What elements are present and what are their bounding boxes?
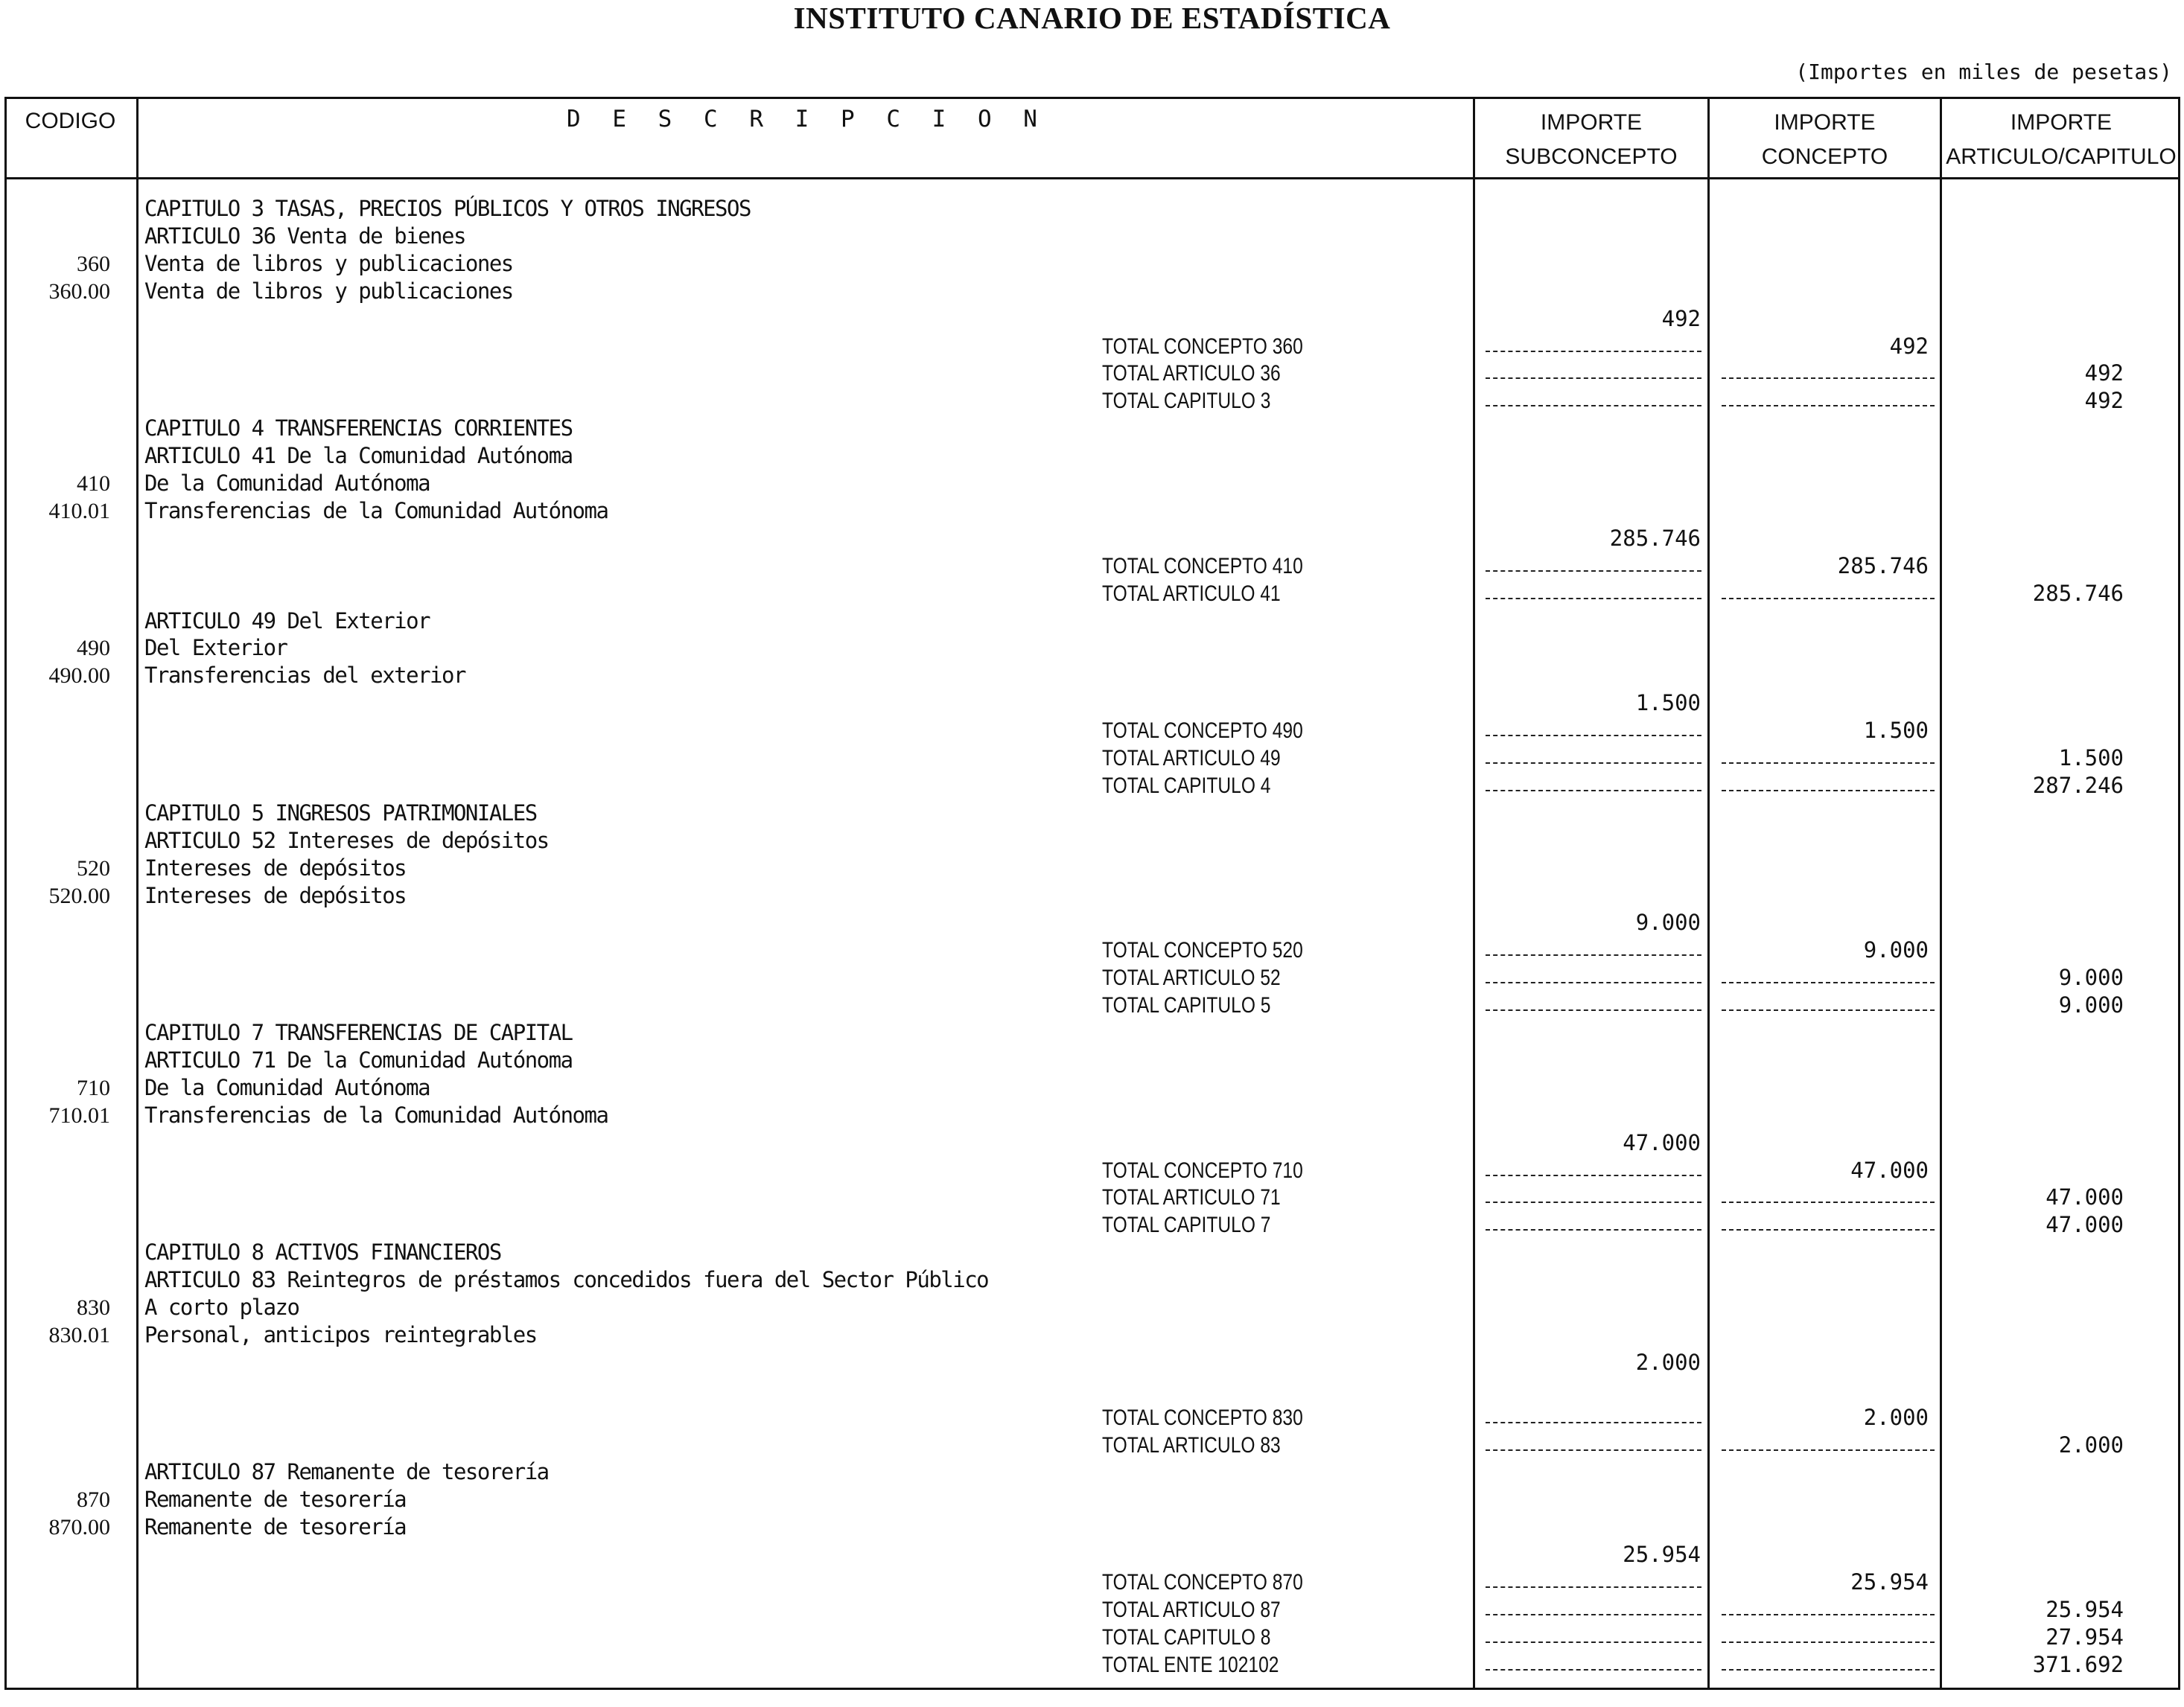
header-subconcepto-line2: SUBCONCEPTO	[1505, 144, 1678, 169]
header-concepto-line2: CONCEPTO	[1761, 144, 1888, 169]
dashed-leader	[1486, 954, 1701, 956]
row-description: CAPITULO 5 INGRESOS PATRIMONIALES	[144, 800, 537, 826]
row-description: ARTICULO 36 Venta de bienes	[144, 223, 465, 249]
total-label: TOTAL ARTICULO 49	[1102, 746, 1281, 770]
dashed-leader	[1722, 598, 1935, 599]
table-row	[0, 607, 2184, 635]
total-label: TOTAL ENTE 102102	[1102, 1653, 1279, 1677]
amount-articulo: 9.000	[2058, 992, 2124, 1018]
row-code: 490	[77, 636, 110, 660]
amount-subconcepto: 492	[1661, 306, 1701, 331]
amount-articulo: 25.954	[2045, 1597, 2124, 1622]
amount-concepto: 9.000	[1863, 937, 1929, 963]
table-row	[0, 717, 2184, 744]
row-description: Transferencias del exterior	[144, 663, 465, 688]
total-label: TOTAL CAPITULO 8	[1102, 1625, 1271, 1650]
table-row	[0, 634, 2184, 662]
row-description: CAPITULO 7 TRANSFERENCIAS DE CAPITAL	[144, 1020, 573, 1045]
dashed-leader	[1486, 377, 1701, 379]
dashed-leader	[1722, 790, 1935, 791]
table-row	[0, 772, 2184, 800]
amount-articulo: 371.692	[2032, 1652, 2124, 1677]
total-label: TOTAL CAPITULO 4	[1102, 773, 1271, 798]
header-articulo	[1942, 106, 2180, 174]
total-label: TOTAL ARTICULO 87	[1102, 1598, 1281, 1622]
amount-subconcepto: 47.000	[1623, 1130, 1701, 1155]
row-description: Venta de libros y publicaciones	[144, 278, 513, 304]
total-label: TOTAL CONCEPTO 490	[1102, 718, 1303, 743]
table-row	[0, 1624, 2184, 1651]
total-label: TOTAL CAPITULO 5	[1102, 993, 1271, 1018]
row-description: ARTICULO 71 De la Comunidad Autónoma	[144, 1047, 573, 1073]
header-concepto-line1: IMPORTE	[1774, 110, 1876, 135]
dashed-leader	[1486, 1641, 1701, 1643]
row-code: 520.00	[48, 884, 110, 908]
table-row	[0, 1157, 2184, 1184]
table-row	[0, 580, 2184, 607]
table-row	[0, 937, 2184, 964]
row-description: Remanente de tesorería	[144, 1487, 407, 1512]
header-subconcepto-line1: IMPORTE	[1540, 110, 1643, 135]
table-row	[0, 1074, 2184, 1102]
amount-subconcepto: 1.500	[1635, 690, 1701, 715]
table-row	[0, 1129, 2184, 1157]
table-row	[0, 1239, 2184, 1266]
row-code: 410	[77, 471, 110, 496]
amount-concepto: 25.954	[1850, 1569, 1929, 1595]
total-label: TOTAL CONCEPTO 710	[1102, 1158, 1303, 1183]
dashed-leader	[1722, 1449, 1935, 1451]
table-row	[0, 1596, 2184, 1624]
header-divider	[4, 177, 2180, 179]
row-description: A corto plazo	[144, 1295, 299, 1320]
row-description: CAPITULO 8 ACTIVOS FINANCIEROS	[144, 1239, 501, 1265]
table-row	[0, 1513, 2184, 1541]
row-description: Remanente de tesorería	[144, 1514, 407, 1540]
total-label: TOTAL CAPITULO 3	[1102, 389, 1271, 413]
table-row	[0, 1404, 2184, 1432]
dashed-leader	[1486, 1614, 1701, 1615]
dashed-leader	[1486, 570, 1701, 572]
table-row	[0, 1349, 2184, 1376]
dashed-leader	[1486, 1229, 1701, 1231]
row-description: ARTICULO 49 Del Exterior	[144, 608, 430, 634]
row-description: ARTICULO 83 Reintegros de préstamos concedidos fuera del Sector Público	[144, 1267, 989, 1292]
table-row	[0, 882, 2184, 910]
dashed-leader	[1486, 1422, 1701, 1423]
page-title: INSTITUTO CANARIO DE ESTADÍSTICA	[793, 1, 1391, 35]
row-description: CAPITULO 4 TRANSFERENCIAS CORRIENTES	[144, 415, 573, 441]
table-row	[0, 278, 2184, 305]
row-description: Intereses de depósitos	[144, 855, 407, 881]
amount-articulo: 492	[2084, 360, 2124, 386]
total-label: TOTAL CAPITULO 7	[1102, 1213, 1271, 1237]
amount-articulo: 492	[2084, 388, 2124, 413]
table-row	[0, 1211, 2184, 1239]
amount-subconcepto: 25.954	[1623, 1542, 1701, 1567]
table-row	[0, 1102, 2184, 1129]
table-row	[0, 1541, 2184, 1569]
row-code: 830	[77, 1295, 110, 1320]
table-row	[0, 305, 2184, 333]
dashed-leader	[1486, 735, 1701, 736]
table-row	[0, 992, 2184, 1019]
table-row	[0, 1458, 2184, 1486]
row-code: 870	[77, 1487, 110, 1512]
dashed-leader	[1486, 405, 1701, 406]
row-description: De la Comunidad Autónoma	[144, 1075, 430, 1100]
total-label: TOTAL ARTICULO 41	[1102, 581, 1281, 606]
dashed-leader	[1722, 1009, 1935, 1011]
row-description: ARTICULO 41 De la Comunidad Autónoma	[144, 443, 573, 468]
row-description: ARTICULO 87 Remanente de tesorería	[144, 1459, 549, 1484]
table-row	[0, 1294, 2184, 1321]
dashed-leader	[1722, 1202, 1935, 1203]
table-row	[0, 525, 2184, 552]
table-row	[0, 360, 2184, 387]
table-row	[0, 1376, 2184, 1404]
dashed-leader	[1486, 1175, 1701, 1176]
header-subconcepto	[1475, 106, 1707, 174]
row-code: 830.01	[48, 1323, 110, 1347]
table-row	[0, 1432, 2184, 1459]
total-label: TOTAL ARTICULO 83	[1102, 1433, 1281, 1458]
dashed-leader	[1486, 1009, 1701, 1011]
table-row	[0, 333, 2184, 360]
amount-articulo: 9.000	[2058, 965, 2124, 990]
header-concepto	[1710, 106, 1940, 174]
dashed-leader	[1722, 377, 1935, 379]
dashed-leader	[1486, 982, 1701, 983]
total-label: TOTAL ARTICULO 52	[1102, 966, 1281, 990]
amount-concepto: 2.000	[1863, 1405, 1929, 1430]
dashed-leader	[1722, 1229, 1935, 1231]
table-row	[0, 1184, 2184, 1211]
header-codigo: CODIGO	[25, 109, 116, 133]
table-row	[0, 223, 2184, 250]
header-articulo-line1: IMPORTE	[2010, 110, 2113, 135]
table-row	[0, 662, 2184, 689]
amount-articulo: 47.000	[2045, 1212, 2124, 1237]
row-code: 520	[77, 856, 110, 881]
row-code: 710.01	[48, 1103, 110, 1128]
dashed-leader	[1486, 762, 1701, 764]
amount-articulo: 47.000	[2045, 1184, 2124, 1210]
dashed-leader	[1722, 405, 1935, 406]
row-code: 710	[77, 1076, 110, 1100]
table-row	[0, 415, 2184, 442]
table-row	[0, 470, 2184, 497]
table-row	[0, 827, 2184, 855]
table-row	[0, 1651, 2184, 1679]
amount-subconcepto: 9.000	[1635, 910, 1701, 935]
row-code: 870.00	[48, 1515, 110, 1540]
row-code: 360	[77, 252, 110, 276]
table-row	[0, 855, 2184, 882]
amount-concepto: 47.000	[1850, 1158, 1929, 1183]
total-label: TOTAL CONCEPTO 870	[1102, 1570, 1303, 1595]
table-row	[0, 250, 2184, 278]
table-row	[0, 909, 2184, 937]
dashed-leader	[1486, 1449, 1701, 1451]
dashed-leader	[1486, 1202, 1701, 1203]
dashed-leader	[1722, 1669, 1935, 1671]
dashed-leader	[1722, 1614, 1935, 1615]
row-description: Personal, anticipos reintegrables	[144, 1322, 537, 1347]
total-label: TOTAL CONCEPTO 830	[1102, 1406, 1303, 1430]
table-row	[0, 387, 2184, 415]
table-row	[0, 800, 2184, 827]
table-row	[0, 552, 2184, 580]
table-row	[0, 1486, 2184, 1513]
dashed-leader	[1722, 762, 1935, 764]
row-description: Transferencias de la Comunidad Autónoma	[144, 1103, 608, 1128]
header-descripcion: D E S C R I P C I O N	[567, 106, 1046, 133]
units-note: (Importes en miles de pesetas)	[1795, 60, 2172, 84]
amount-subconcepto: 285.746	[1609, 526, 1701, 551]
dashed-leader	[1486, 351, 1701, 352]
amount-articulo: 27.954	[2045, 1624, 2124, 1650]
row-code: 410.01	[48, 499, 110, 523]
amount-articulo: 1.500	[2058, 745, 2124, 770]
table-row	[0, 744, 2184, 772]
row-description: De la Comunidad Autónoma	[144, 470, 430, 496]
amount-articulo: 285.746	[2032, 581, 2124, 606]
amount-articulo: 287.246	[2032, 773, 2124, 798]
row-description: ARTICULO 52 Intereses de depósitos	[144, 828, 549, 853]
table-row	[0, 1019, 2184, 1047]
table-row	[0, 1569, 2184, 1596]
dashed-leader	[1486, 790, 1701, 791]
total-label: TOTAL CONCEPTO 360	[1102, 334, 1303, 359]
table-row	[0, 1321, 2184, 1349]
total-label: TOTAL ARTICULO 71	[1102, 1185, 1281, 1210]
row-description: Venta de libros y publicaciones	[144, 251, 513, 276]
table-row	[0, 195, 2184, 223]
table-row	[0, 689, 2184, 717]
dashed-leader	[1486, 598, 1701, 599]
dashed-leader	[1722, 1641, 1935, 1643]
row-description: Transferencias de la Comunidad Autónoma	[144, 498, 608, 523]
amount-concepto: 492	[1889, 334, 1929, 359]
table-row	[0, 497, 2184, 525]
total-label: TOTAL ARTICULO 36	[1102, 361, 1281, 386]
amount-articulo: 2.000	[2058, 1432, 2124, 1458]
amount-subconcepto: 2.000	[1635, 1350, 1701, 1375]
row-code: 490.00	[48, 663, 110, 688]
row-description: Intereses de depósitos	[144, 883, 407, 908]
header-articulo-line2: ARTICULO/CAPITULO	[1946, 144, 2177, 169]
total-label: TOTAL CONCEPTO 520	[1102, 938, 1303, 963]
row-description: Del Exterior	[144, 635, 287, 660]
table-row	[0, 1266, 2184, 1294]
row-code: 360.00	[48, 279, 110, 304]
amount-concepto: 1.500	[1863, 718, 1929, 743]
dashed-leader	[1486, 1669, 1701, 1671]
total-label: TOTAL CONCEPTO 410	[1102, 554, 1303, 578]
table-row	[0, 442, 2184, 470]
dashed-leader	[1722, 982, 1935, 983]
amount-concepto: 285.746	[1837, 553, 1929, 578]
table-row	[0, 964, 2184, 992]
row-description: CAPITULO 3 TASAS, PRECIOS PÚBLICOS Y OTROS INGRESOS	[144, 196, 751, 221]
table-row	[0, 1047, 2184, 1074]
dashed-leader	[1486, 1586, 1701, 1588]
